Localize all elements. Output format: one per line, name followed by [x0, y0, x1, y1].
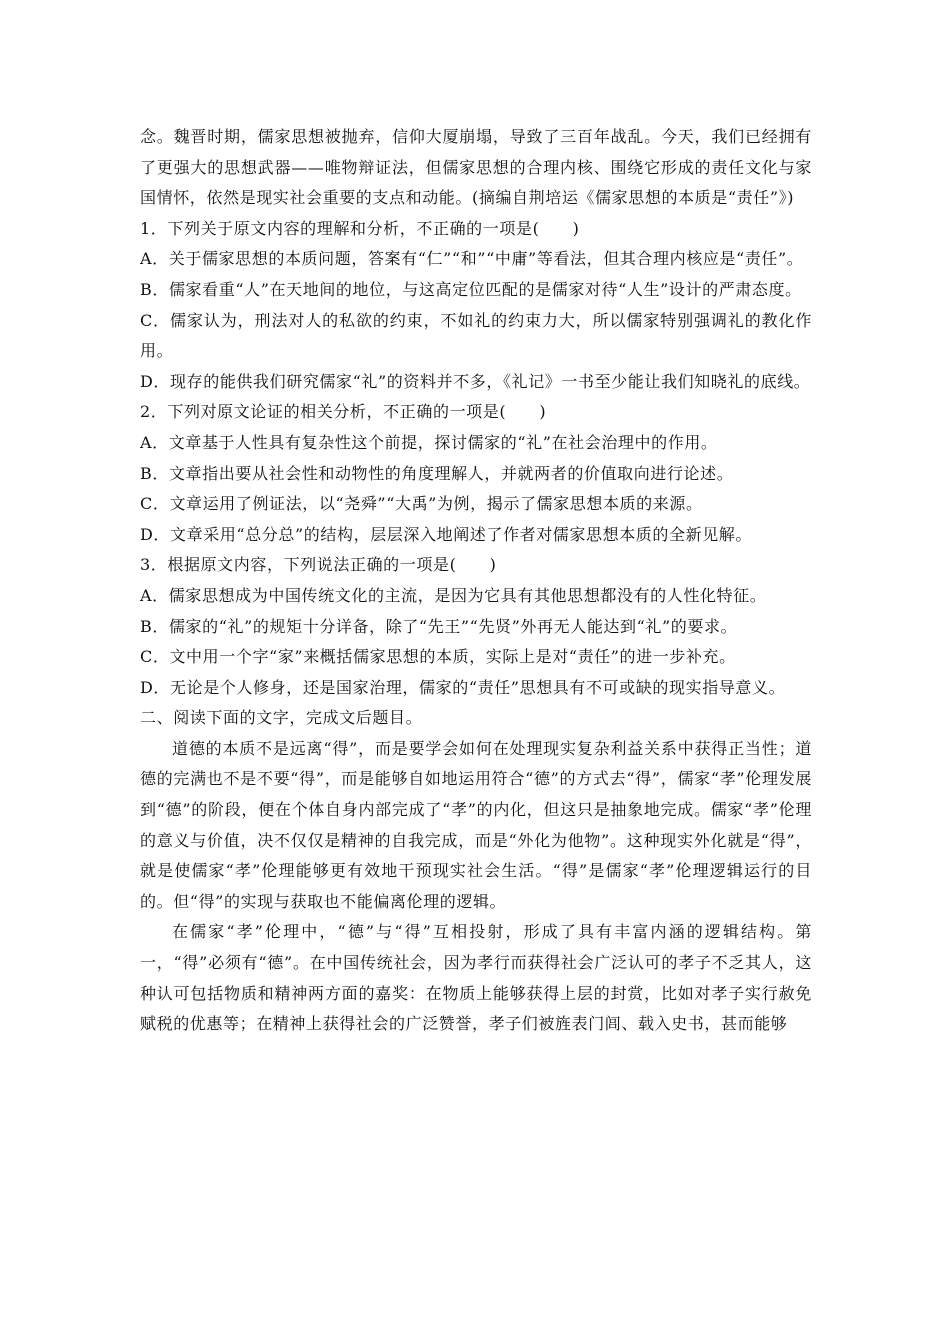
question-2-option-c: C．文章运用了例证法，以“尧舜”“大禹”为例，揭示了儒家思想本质的来源。	[140, 494, 703, 514]
question-1-option-d: D．现存的能供我们研究儒家“礼”的资料并不多，《礼记》一书至少能让我们知晓礼的底线。	[140, 371, 811, 391]
question-3-stem: 3．根据原文内容，下列说法正确的一项是( )	[140, 555, 497, 575]
question-2-option-a: A．文章基于人性具有复杂性这个前提，探讨儒家的“礼”在社会治理中的作用。	[140, 432, 718, 452]
question-1-option-b: B．儒家看重“人”在天地间的地位，与这高定位匹配的是儒家对待“人生”设计的严肃态度。	[140, 279, 802, 299]
question-1-option-c: C．儒家认为，刑法对人的私欲的约束，不如礼的约束力大，所以儒家特别强调礼的教化作用。	[140, 310, 812, 361]
document-page	[140, 122, 812, 1040]
section-two-paragraph-1: 道德的本质不是远离“得”，而是要学会如何在处理现实复杂利益关系中获得正当性；道德的完满也不是不要“得”，而是能够自如地运用符合“德”的方式去“得”，儒家“孝”伦理发展到“德”的阶段，便在个体自身内部完成了“孝”的内化，但这只是抽象地完成。儒家“孝”伦理的意义与价值，决不仅仅是精神的自我完成，而是“外化为他物”。这种现实外化就是“得”，就是使儒家“孝”伦理能够更有效地干预现实社会生活。“得”是儒家“孝”伦理逻辑运行的目的。但“得”的实现与获取也不能偏离伦理的逻辑。	[140, 738, 812, 911]
question-3-option-c: C．文中用一个字“家”来概括儒家思想的本质，实际上是对“责任”的进一步补充。	[140, 647, 736, 667]
question-3-option-b: B．儒家的“礼”的规矩十分详备，除了“先王”“先贤”外再无人能达到“礼”的要求。	[140, 616, 738, 636]
intro-paragraph: 念。魏晋时期，儒家思想被抛弃，信仰大厦崩塌，导致了三百年战乱。今天，我们已经拥有了更强大的思想武器——唯物辩证法，但儒家思想的合理内核、围绕它形成的责任文化与家国情怀，依然是现实社会重要的支点和动能。(摘编自荆培运《儒家思想的本质是“责任”》)	[140, 127, 812, 208]
question-2-option-b: B．文章指出要从社会性和动物性的角度理解人，并就两者的价值取向进行论述。	[140, 463, 734, 483]
section-two-paragraph-2: 在儒家“孝”伦理中，“德”与“得”互相投射，形成了具有丰富内涵的逻辑结构。第一，“得”必须有“德”。在中国传统社会，因为孝行而获得社会广泛认可的孝子不乏其人，这种认可包括物质和精神两方面的嘉奖：在物质上能够获得上层的封赏，比如对孝子实行赦免赋税的优惠等；在精神上获得社会的广泛赞誉，孝子们被旌表门闾、载入史书，甚而能够	[140, 922, 812, 1034]
question-2-option-d: D．文章采用“总分总”的结构，层层深入地阐述了作者对儒家思想本质的全新见解。	[140, 524, 752, 544]
question-3-option-d: D．无论是个人修身，还是国家治理，儒家的“责任”思想具有不可或缺的现实指导意义。	[140, 677, 786, 697]
section-two-heading: 二、阅读下面的文字，完成文后题目。	[140, 708, 423, 728]
question-1-stem: 1．下列关于原文内容的理解和分析，不正确的一项是( )	[140, 218, 580, 238]
question-3-option-a: A．儒家思想成为中国传统文化的主流，是因为它具有其他思想都没有的人性化特征。	[140, 585, 767, 605]
question-1-option-a: A．关于儒家思想的本质问题，答案有“仁”“和”“中庸”等看法，但其合理内核应是“责任”。	[140, 249, 804, 269]
question-2-stem: 2．下列对原文论证的相关分析，不正确的一项是( )	[140, 402, 547, 422]
